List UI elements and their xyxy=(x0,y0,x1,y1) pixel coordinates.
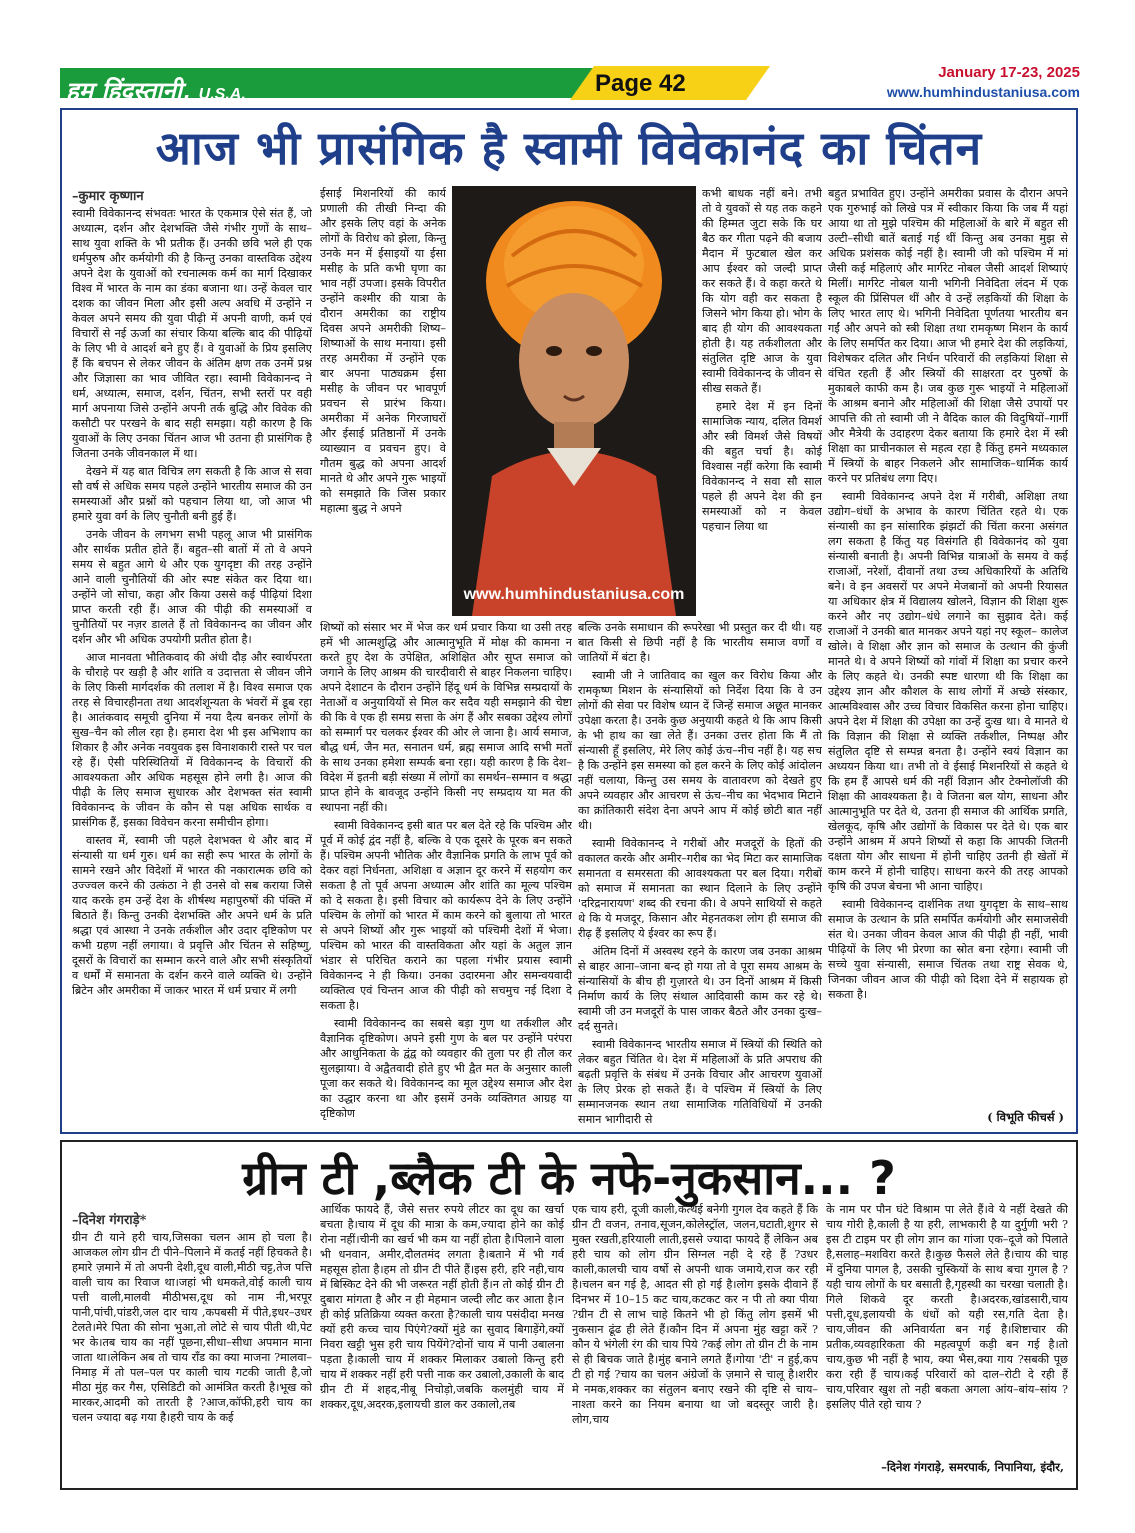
masthead-name: हम हिंदुस्तानी, xyxy=(66,76,191,105)
page-number: Page 42 xyxy=(595,70,686,97)
masthead-title xyxy=(66,74,246,107)
paragraph: अंतिम दिनों में अस्वस्थ रहने के कारण जब उनका आश्रम से बाहर आना–जाना बन्द हो गया तो वे पूरा समय आश्रम के संन्यासियों के बीच ही गुज़ारते थे। उन दिनों आश्रम में किसी निर्माण कार्य के लिए संथाल आदिवासी काम कर रहे थे। स्वामी जी उन मजदूरों के पास जाकर बैठते और उनका दुःख–दर्द सुनते। xyxy=(578,945,822,1033)
vivekananda-photo xyxy=(452,186,696,616)
paragraph: स्वामी जी ने जातिवाद का खुल कर विरोध किया और रामकृष्ण मिशन के संन्यासियों को निर्देश दिया कि वे उन लोगों की सेवा पर विशेष ध्यान दें जिन्हें समाज अछूत मानकर उपेक्षा करता है। उनके कुछ अनुयायी कहते थे कि आप किसी के भी हाथ का खा लेते हैं। उनका उत्तर होता कि मैं तो संन्यासी हूँ इसलिए, मेरे लिए कोई ऊंच–नीच नहीं है। यह सच है कि उन्होंने इस समस्या को हल करने के लिए कोई आंदोलन नहीं चलाया, किन्तु उस समय के वातावरण को देखते हुए अपने व्यवहार और आचरण से ऊंच–नीच का भेदभाव मिटाने का क्रांतिकारी संदेश देना अपने आप में कोई छोटी बात नहीं थी। xyxy=(578,669,822,832)
image-watermark: www.humhindustaniusa.com xyxy=(463,586,685,603)
paragraph: स्वामी विवेकानन्द संभवतः भारत के एकमात्र ऐसे संत हैं, जो अध्यात्म, दर्शन और देशभक्ति जैसे गंभीर गुणों के साथ–साथ युवा शक्ति के भी प्रतीक हैं। उनकी छवि भले ही एक धर्मपुरुष और कर्मयोगी की है किन्तु उनका वास्तविक उद्देश्य अपने देश के युवाओं को रचनात्मक कर्म का मार्ग दिखाकर विश्व में भारत के नाम का डंका बजाना था। उन्हें केवल चार दशक का जीवन मिला और इसी अल्प अवधि में उन्होंने न केवल अपने समय की युवा पीढ़ी में अपनी वाणी, कर्म एवं विचारों से नई ऊर्जा का संचार किया बल्कि बाद की पीढ़ियों के लिए भी वे आदर्श बने हुए हैं। वे युवाओं के प्रिय इसलिए हैं कि बचपन से लेकर जीवन के अंतिम क्षण तक उनमें प्रश्न और जिज्ञासा का भाव जीवित रहा। स्वामी विवेकानन्द ने धर्म, अध्यात्म, समाज, दर्शन, चिंतन, सभी स्तरों पर वही मार्ग अपनाया जिसे उन्होंने अपनी तर्क बुद्धि और विवेक की कसौटी पर परखने के बाद सही समझा। यही कारण है कि युवाओं के लिए उनका चिंतन आज भी उतना ही प्रासंगिक है जितना उनके जीवनकाल में था। xyxy=(72,207,312,460)
paragraph: स्वामी विवेकानन्द दार्शनिक तथा युगदृष्टा के साथ–साथ समाज के उत्थान के प्रति समर्पित कर्मयोगी और समाजसेवी संत थे। उनका जीवन केवल आज की पीढ़ी ही नहीं, भावी पीढ़ियों के लिए भी प्रेरणा का स्रोत बना रहेगा। स्वामी जी सच्चे युवा संन्यासी, समाज चिंतक तथा राष्ट्र सेवक थे, जिनका जीवन आज की पीढ़ी को दिशा देने में सहायक हो सकता है। xyxy=(828,898,1068,1001)
paragraph: स्वामी विवेकानन्द ने गरीबों और मजदूरों के हितों की वकालत करके और अमीर–गरीब का भेद मिटा कर सामाजिक समानता व समरसता की आवश्यकता पर बल दिया। गरीबों को समाज में समानता का स्थान दिलाने के लिए उन्होंने 'दरिद्रनारायण' शब्द की रचना की। वे अपने साथियों से कहते थे कि ये मजदूर, किसान और मेहनतकश लोग ही समाज की रीढ़ हैं इसलिए ये ईश्वर का रूप हैं। xyxy=(578,837,822,940)
article-column-1 xyxy=(72,206,312,1126)
paragraph: ग्रीन टी याने हरी चाय,जिसका चलन आम हो चला है।आजकल लोग ग्रीन टी पीने–पिलाने में कतई नहीं हिचकते है।हमारे ज़माने में तो अपनी देशी,दूध वाली,मीठी चट्ट,तेज पत्ति वाली चाय का रिवाज था।जहां भी धमकते,वोई काली चाय पत्ती वाली,मालवी मीठीभस,दूध को नाम नी,भरपूर पानी,पांची,पांडरी,जल दार चाय ,कपबसी में पीते,इधर–उधर टेलते।मेरे पिता की सोना भुआ,तो लोटे से चाय पीती थी,पेट भर के।तब चाय का नहीं पूछना,सीधा–सीधा अपमान माना जाता था।लेकिन अब तो चाय राँड का क्या माजना ?मालवा–निमाड़ में तो पल–पल पर काली चाय गटकी जाती है,जो मीठा मुंह कर गैस, एसिडिटी को आमंत्रित करती है।भूख को मारकर,आदमी को तारती है ?आज,कॉफी,हरी चाय का चलन ज्यादा बढ़ गया है।हरी चाय के कई xyxy=(72,1231,312,1424)
article-headline: ग्रीन टी ,ब्लैक टी के नफे-नुकसान... ? xyxy=(242,1151,896,1205)
article-column-3-top xyxy=(702,186,822,616)
paragraph: बल्कि उनके समाधान की रूपरेखा भी प्रस्तुत कर दी थी। यह बात किसी से छिपी नहीं है कि भारतीय समाज वर्णों व जातियों में बंटा है। xyxy=(578,621,822,664)
article-column-3 xyxy=(572,1202,818,1482)
article-column-3-bottom xyxy=(578,620,822,1130)
article-byline: –दिनेश गंगराड़े* xyxy=(72,1213,147,1228)
paragraph: स्वामी विवेकानन्द अपने देश में गरीबी, अशिक्षा तथा उद्योग–धंधों के अभाव के कारण चिंतित रहते थे। एक संन्यासी का इन सांसारिक झंझटों की चिंता करना असंगत लग सकता है किंतु यह विसंगति ही विवेकानंद को युवा संन्यासी बनाती है। अपनी विभिन्न यात्राओं के समय वे कई राजाओं, नरेशों, दीवानों तथा उच्च अधिकारियों के अतिथि बने। वे इन अवसरों पर अपने मेजबानों को अपनी रियासत या अधिकार क्षेत्र में विद्यालय खोलने, विज्ञान की शिक्षा शुरू करने और नए उद्योग–धंधे लगाने का सुझाव देते। कई राजाओं ने उनकी बात मानकर अपने यहां नए स्कूल– कालेज खोले। वे शिक्षा और ज्ञान को समाज के उत्थान की कुंजी मानते थे। वे अपने शिष्यों को गांवों में शिक्षा का प्रचार करने के लिए कहते थे। उनकी स्पष्ट धारणा थी कि शिक्षा का उद्देश्य ज्ञान और कौशल के साथ लोगों में अच्छे संस्कार, आत्मविश्वास और उच्च विचार विकसित करना होना चाहिए। अपने देश में शिक्षा की उपेक्षा का उन्हें दुःख था। वे मानते थे कि विज्ञान की शिक्षा से व्यक्ति तर्कशील, निष्पक्ष और संतुलित दृष्टि से सम्पन्न बनता है। उन्होंने स्वयं विज्ञान का अध्ययन किया था। तभी तो वे ईसाई मिशनरियों से कहते थे कि हम हैं आपसे धर्म की नहीं विज्ञान और टेक्नोलॉजी की शिक्षा की आवश्यकता है। वे जितना बल योग, साधना और आत्मानुभूति पर देते थे, उतना ही समाज की आर्थिक प्रगति, खेलकूद, कृषि और उद्योगों के विकास पर देते थे। एक बार उन्होंने आश्रम में अपने शिष्यों से कहा कि आपकी जितनी दक्षता योग और साधना में होनी चाहिए उतनी ही खेतों में काम करने में होनी चाहिए। साधना करने की तरह आपको कृषि की उपज बेचना भी आना चाहिए। xyxy=(828,490,1068,893)
article-column-1 xyxy=(72,1230,312,1480)
paragraph: के नाम पर पौन घंटे विश्राम पा लेते हैं।वे ये नहीं देखते की चाय गोरी है,काली है या हरी, लाभकारी है या दुर्गुणी भरी ?इस टी टाइम पर ही लोग ज्ञान का गांजा एक–दूजे को पिलाते है,सलाह–मशविरा करते है।कुछ फैसले लेते है।चाय की चाह में दुनिया पागल है, उसकी चुस्कियों के साथ बचा गुगल है ?यही चाय लोगों के घर बसाती है,गृहस्थी का चरखा चलाती है।गिले शिकवे दूर करती है।अदरक,खांडसारी,चाय पत्ती,दूध,इलायची के धंधों को यही रस,गति देता है।चाय,जीवन की अनिवार्यता बन गई है।शिष्टाचार की प्रतीक,व्यवहारिकता की महत्वपूर्ण कड़ी बन गई है।तो चाय,कुछ भी नहीं है भाय, क्या भैस,क्या गाय ?सबकी पूछ करा रही हैं चाय।कई परिवारों को दाल–रोटी दे रही हैं चाय,परिवार खुश तो नही बकता अगला आंय–बांय–सांय ?इसलिए पीते रहो चाय ? xyxy=(826,1203,1068,1411)
paragraph: स्वामी विवेकानन्द का सबसे बड़ा गुण था तर्कशील और वैज्ञानिक दृष्टिकोण। अपने इसी गुण के बल पर उन्होंने परंपरा और आधुनिकता के द्वंद्व को व्यवहार की तुला पर ही तौल कर सुलझाया। वे अद्वैतवादी होते हुए भी द्वैत मत के अनुसार काली पूजा कर सकते थे। विवेकानन्द का मूल उद्देश्य समाज और देश का उद्धार करना था और इसमें उनके व्यक्तिगत आग्रह या दृष्टिकोण xyxy=(320,1017,572,1120)
article-byline: –कुमार कृष्णान xyxy=(72,189,144,204)
paragraph: शिष्यों को संसार भर में भेज कर धर्म प्रचार किया था उसी तरह हमें भी आत्मशुद्धि और आत्मानुभूति में मोक्ष की कामना न करते हुए देश के उपेक्षित, अशिक्षित और सुप्त समाज को जगाने के लिए आश्रम की चारदीवारी से बाहर निकलना चाहिए। अपने देशाटन के दौरान उन्होंने हिंदू धर्म के विभिन्न सम्प्रदायों के नेताओं व अनुयायियों से मिल कर सदैव यही समझाने की चेष्टा की कि वे एक ही समग्र सत्ता के अंग हैं और सबका उद्देश्य लोगों को सम्मार्ग पर चलकर ईश्वर की ओर ले जाना है। आर्य समाज, बौद्ध धर्म, जैन मत, सनातन धर्म, ब्रह्म समाज आदि सभी मतों के साथ उनका हमेशा सम्पर्क बना रहा। यही कारण है कि देश–विदेश में इतनी बड़ी संख्या में लोगों का समर्थन–सम्मान व श्रद्धा प्राप्त होने के बावजूद उन्होंने किसी नए सम्प्रदाय या मत की स्थापना नहीं की। xyxy=(320,621,572,814)
paragraph: बहुत प्रभावित हुए। उन्होंने अमरीका प्रवास के दौरान अपने एक गुरुभाई को लिखे पत्र में स्वीकार किया कि जब मैं यहां आया था तो मुझे पश्चिम की महिलाओं के बारे में बहुत सी उल्टी–सीधी बातें बताई गई थीं किन्तु अब उनका मुझ से अधिक प्रशंसक कोई नहीं है। स्वामी जी को पश्चिम में मां जैसी कई महिलाएं और मार्गरेट नोबल जैसी आदर्श शिष्याएं मिलीं। मार्गरेट नोबल यानी भगिनी निवेदिता लंदन में एक स्कूल की प्रिंसिपल थीं और वे उन्हें लड़कियों की शिक्षा के लिए भारत लाए थे। भगिनी निवेदिता पूर्णतया भारतीय बन गईं और अपने को स्त्री शिक्षा तथा रामकृष्ण मिशन के कार्य के लिए समर्पित कर दिया। आज भी हमारे देश की लड़कियां, विशेषकर दलित और निर्धन परिवारों की लड़कियां शिक्षा से वंचित रहती हैं और स्त्रियों की साक्षरता दर पुरुषों के मुकाबले काफी कम है। जब कुछ गुरू भाइयों ने महिलाओं के आश्रम बनाने और महिलाओं की शिक्षा जैसे उपायों पर आपत्ति की तो स्वामी जी ने वैदिक काल की विदुषियों–गार्गी और मैत्रेयी के उदाहरण देकर बताया कि हमारे देश में स्त्री शिक्षा का प्राचीनकाल से महत्व रहा है किंतु हमने मध्यकाल में स्त्रियों के बाहर निकलने और सामाजिक–धार्मिक कार्य करने पर प्रतिबंध लगा दिए। xyxy=(828,187,1068,485)
article-signature: –दिनेश गंगराड़े, समरपार्क, निपानिया, इंदौर, xyxy=(881,1460,1064,1474)
masthead-bar xyxy=(60,68,620,105)
article-headline: आज भी प्रासंगिक है स्वामी विवेकानंद का चिंतन xyxy=(155,121,983,175)
article-column-4 xyxy=(826,1202,1068,1452)
article-green-tea xyxy=(60,1140,1078,1490)
portrait-illustration xyxy=(452,186,696,616)
paragraph: आज मानवता भौतिकवाद की अंधी दौड़ और स्वार्थपरता के चौराहे पर खड़ी है और शांति व उदात्तता से जीवन जीने के लिए किसी मार्गदर्शक की तलाश में है। विश्व समाज एक तरह से विचारहीनता तथा आदर्शशून्यता के भंवरों में डूब रहा है। आतंकवाद समूची दुनिया में नया दैत्य बनकर लोगों के सुख–चैन को लील रहा है। हमारा देश भी इस अभिशाप का शिकार है और अनेक नवयुवक इस विनाशकारी रास्ते पर चल रहे हैं। ऐसी परिस्थितियों में विवेकानन्द के विचारों की आवश्यकता और अधिक महसूस होने लगी है। आज की पीढ़ी के लिए समाज सुधारक और देशभक्त संत स्वामी विवेकानन्द के जीवन के कौन से पक्ष अधिक सार्थक व प्रासंगिक हैं, इसका विवेचन करना समीचीन होगा। xyxy=(72,651,312,829)
article-vivekananda xyxy=(60,108,1078,1134)
paragraph: कभी बाधक नहीं बने। तभी तो वे युवकों से यह तक कहने की हिम्मत जुटा सके कि घर बैठ कर गीता पढ़ने की बजाय मैदान में फुटबाल खेल कर आप ईश्वर को जल्दी प्राप्त कर सकते हैं। वे कहा करते थे कि योग वही कर सकता है जिसने भोग किया हो। भोग के बाद ही योग की आवश्यकता होती है। यह तर्कशीलता और संतुलित दृष्टि आज के युवा स्वामी विवेकानन्द के जीवन से सीख सकते हैं। xyxy=(702,187,822,395)
article-column-2-top xyxy=(320,186,446,616)
issue-date: January 17-23, 2025 xyxy=(938,64,1080,81)
page-header xyxy=(60,60,1080,104)
paragraph: हमारे देश में इन दिनों सामाजिक न्याय, दलित विमर्श और स्त्री विमर्श जैसे विषयों की बहुत चर्चा है। कोई विश्वास नहीं करेगा कि स्वामी विवेकानन्द ने सवा सौ साल पहले ही अपने देश की इन समस्याओं को न केवल पहचान लिया था xyxy=(702,400,822,533)
article-column-2-bottom xyxy=(320,620,572,1130)
paragraph: ईसाई मिशनरियों की कार्य प्रणाली की तीखी निन्दा की और इसके लिए वहां के अनेक लोगों के विरोध को झेला, किन्तु उनके मन में ईसाइयों या ईसा मसीह के प्रति कभी घृणा का भाव नहीं उपजा। इसके विपरीत उन्होंने कश्मीर की यात्रा के दौरान अमरीका का राष्ट्रीय दिवस अपने अमरीकी शिष्य–शिष्याओं के साथ मनाया। इसी तरह अमरीका में उन्होंने एक बार अपना पाठ्यक्रम ईसा मसीह के जीवन पर भावपूर्ण प्रवचन से प्रारंभ किया। अमरीका में अनेक गिरजाघरों और ईसाई प्रतिष्ठानों में उनके व्याख्यान व प्रवचन हुए। वे गौतम बुद्ध को अपना आदर्श मानते थे और अपने गुरू भाइयों को समझाते कि जिस प्रकार महात्मा बुद्ध ने अपने xyxy=(320,187,446,515)
paragraph: आर्थिक फायदे हैं, जैसे सत्तर रुपये लीटर का दूध का खर्चा बचता है।चाय में दूध की मात्रा के कम,ज्यादा होने का कोई रोना नहीं।चीनी का खर्च भी कम या नहीं होता है।पिलाने वाला भी धनवान, अमीर,दौलतमंद लगता है।बताने में भी गर्व महसूस होता है।हम तो ग्रीन टी पीते हैं।इस हरी, हरि नही,चाय में बिस्किट देने की भी जरूरत नहीं होती हैं।न तो कोई ग्रीन टी दुबारा मांगता है और न ही मेहमान जल्दी लौट कर आता है।न ही कोई प्रतिक्रिया व्यक्त करता है?काली चाय पसंदीदा मनख क्यों हरी कच्च चाय पिएंगे?क्यों मुंडे का सुवाद बिगाड़ेंगे,क्यों निवरा खट्टी भुस हरी चाय पियेंगे?दोनों चाय में पानी उबालना पड़ता है।काली चाय में शक्कर मिलाकर उबालो किन्तु हरी चाय में शक्कर नहीं हरी पत्ती नाक कर उबालो,उकाली के बाद ग्रीन टी में शहद,नीबू निचोड़ो,जबकि कलमुंही चाय में शक्कर,दूध,अदरक,इलायची डाल कर उकालो,तब xyxy=(320,1203,564,1411)
paragraph: एक चाय हरी, दूजी काली,कत्थई बनेगी गुगल देव कहते हैं कि ग्रीन टी वजन, तनाव,सूजन,कोलेस्ट्रॉल, जलन,घटाती,शुगर से मुक्त रखती,हरियाली लाती,इससे ज्यादा फायदे हैं लेकिन अब हरी चाय को लोग ग्रीन सिग्नल नही दे रहे हैं ?उधर काली,कालची चाय वर्षो से अपनी धाक जमाये,राज कर रही है।चलन बन गई है, आदत सी हो गई है।लोग इसके दीवाने हैं दिनभर में 10–15 कट चाय,कटकट कर न पी तो क्या पीया ?ग्रीन टी से लाभ चाहे कितने भी हो किंतु लोग इसमें भी नुकसान ढूंढ ही लेते हैं।कौन दिन में अपना मुंह खट्टा करें ?कौन ये भंगेली रंग की चाय पिये ?कई लोग तो ग्रीन टी के नाम से ही बिचक जाते है।मुंह बनाने लगते हैं।गोया 'टी' न हुई,कप टी हो गई ?चाय का चलन अंग्रेजों के ज़माने से चालू है।शरीर मे नमक,शक्कर का संतुलन बनाए रखने की दृष्टि से चाय–नाश्ता करने का नियम बनाया था जो बदस्तूर जारी है।लोग,चाय xyxy=(572,1203,818,1426)
paragraph: स्वामी विवेकानन्द इसी बात पर बल देते रहे कि पश्चिम और पूर्व में कोई द्वंद नहीं है, बल्कि वे एक दूसरे के पूरक बन सकते हैं। पश्चिम अपनी भौतिक और वैज्ञानिक प्रगति के लाभ पूर्व को देकर वहां निर्धनता, अशिक्षा व अज्ञान दूर करने में सहयोग कर सकता है तो पूर्व अपना अध्यात्म और शांति का मूल्य पश्चिम को दे सकता है। इसी विचार को कार्यरूप देने के लिए उन्होंने पश्चिम के लोगों को भारत में काम करने को बुलाया तो भारत से अपने शिष्यों और गुरू भाइयों को पश्चिमी देशों में भेजा। पश्चिम को भारत की वास्तविकता और यहां के अतुल ज्ञान भंडार से परिचित कराने का पहला गंभीर प्रयास स्वामी विवेकानन्द ने ही किया। उनका उदारमना और समन्वयवादी व्यक्तित्व एवं चिन्तन आज की पीढ़ी को सचमुच नई दिशा दे सकता है। xyxy=(320,819,572,1012)
paragraph: देखने में यह बात विचित्र लग सकती है कि आज से सवा सौ वर्ष से अधिक समय पहले उन्होंने भारतीय समाज की उन समस्याओं और प्रश्नों को पहचान लिया था, जो आज भी हमारे युवा वर्ग के लिए चुनौती बनी हुई हैं। xyxy=(72,465,312,523)
paragraph: वास्तव में, स्वामी जी पहले देशभक्त थे और बाद में संन्यासी या धर्म गुरु। धर्म का सही रूप भारत के लोगों के सामने रखने और विदेशों में भारत की नकारात्मक छवि को उज्ज्वल करने की उत्कंठा ने ही उनसे वो सब कराया जिसे याद करके हम उन्हें देश के शीर्षस्थ महापुरुषों की पंक्ति में बिठाते हैं। किन्तु उनकी देशभक्ति और अपने धर्म के प्रति श्रद्धा एवं आस्था ने उनके तर्कशील और उदार दृष्टिकोण पर कभी ग्रहण नहीं लगाया। वे प्रवृत्ति और चिंतन से सहिष्णु, दूसरों के विचारों का सम्मान करने वाले और सभी संस्कृतियों व धर्मों में समानता के दर्शन करने वाले व्यक्ति थे। उन्होंने ब्रिटेन और अमरीका में जाकर भारत में धर्म प्रचार में लगी xyxy=(72,834,312,997)
paragraph: स्वामी विवेकानन्द भारतीय समाज में स्त्रियों की स्थिति को लेकर बहुत चिंतित थे। देश में महिलाओं के प्रति अपराध की बढ़ती प्रवृत्ति के संबंध में उनके विचार और आचरण युवाओं के लिए प्रेरक हो सकते हैं। वे पश्चिम में स्त्रियों के लिए सम्मानजनक स्थान तथा सामाजिक गतिविधियों में उनकी समान भागीदारी से xyxy=(578,1038,822,1126)
article-column-2 xyxy=(320,1202,564,1482)
masthead-suffix: U.S.A. xyxy=(198,86,246,103)
article-credit: ( विभूति फीचर्स ) xyxy=(987,1110,1064,1124)
website-link[interactable]: www.humhindustaniusa.com xyxy=(886,84,1080,100)
article-column-4 xyxy=(828,186,1068,1106)
paragraph: उनके जीवन के लगभग सभी पहलू आज भी प्रासंगिक और सार्थक प्रतीत होते हैं। बहुत–सी बातों में तो वे अपने समय से बहुत आगे थे और एक युगदृष्टा की तरह उन्होंने आने वाली चुनौतियों की ओर स्पष्ट संकेत कर दिया था। उन्होंने जो सोचा, कहा और किया उससे कई पीढ़ियां दिशा प्राप्त करती रही हैं। आज की पीढ़ी की समस्याओं व चुनौतियों पर नज़र डालते हैं तो विवेकानन्द का जीवन और दर्शन और भी अधिक उपयोगी प्रतीत होता है। xyxy=(72,528,312,646)
